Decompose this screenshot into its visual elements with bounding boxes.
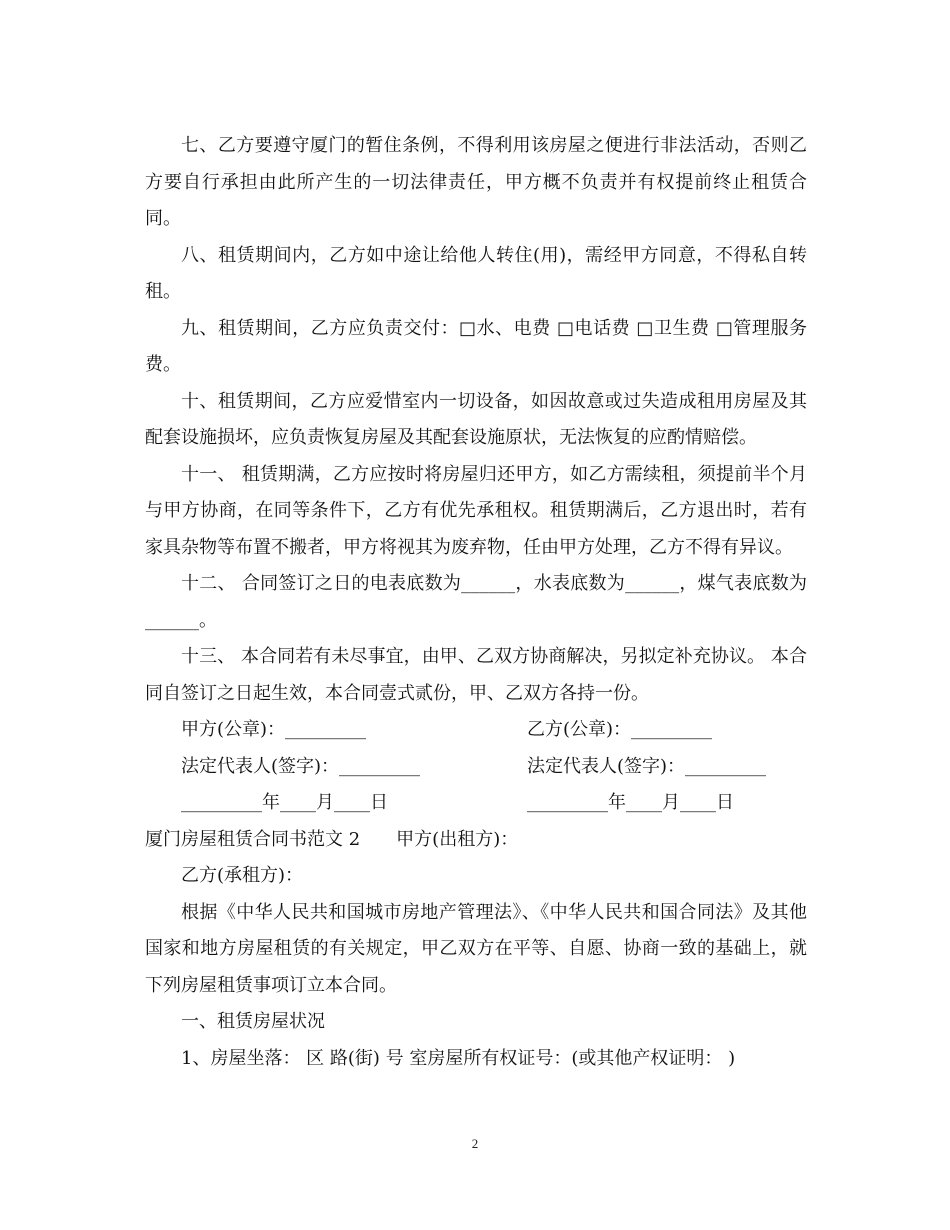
preamble: 根据《中华人民共和国城市房地产管理法》、《中华人民共和国合同法》及其他国家和地方房屋租赁的有关规定，甲乙双方在平等、自愿、协商一致的基础上，就下列房屋租赁事项订立本合同。 (145, 901, 807, 996)
lessee-line: 乙方(承租方)： (181, 865, 304, 886)
party-b-date: _________年____月____日 (527, 792, 734, 813)
section-heading: 一、租赁房屋状况 (181, 1011, 325, 1032)
clause-10: 十、租赁期间，乙方应爱惜室内一切设备，如因故意或过失造成租用房屋及其配套设施损坏，应负责恢复房屋及其配套设施原状，无法恢复的应酌情赔偿。 (145, 390, 807, 448)
clause-12: 十二、 合同签订之日的电表底数为______，水表底数为______，煤气表底数为______。 (145, 573, 807, 631)
clause-8: 八、租赁期间内，乙方如中途让给他人转住(用)，需经甲方同意，不得私自转租。 (145, 244, 807, 302)
party-a-seal: 甲方(公章)：_________ (181, 719, 367, 740)
clause-9: 九、租赁期间，乙方应负责交付：□水、电费 □电话费 □卫生费 □管理服务费。 (145, 317, 807, 375)
signature-seal-row (145, 712, 807, 749)
clause-13: 十三、 本合同若有未尽事宜，由甲、乙双方协商解决，另拟定补充协议。 本合同自签订之日起生效，本合同壹式贰份，甲、乙双方各持一份。 (145, 646, 807, 704)
party-b-seal: 乙方(公章)：_________ (527, 719, 713, 740)
property-location-item: 1、房屋坐落： 区 路(街) 号 室房屋所有权证号：(或其他产权证明： ) (181, 1047, 736, 1069)
page-number: 2 (471, 1136, 479, 1151)
party-a-representative: 法定代表人(签字)：_________ (181, 755, 421, 777)
clause-11: 十一、 租赁期满，乙方应按时将房屋归还甲方，如乙方需续租，须提前半个月与甲方协商，在同等条件下，乙方有优先承租权。租赁期满后，乙方退出时，若有家具杂物等布置不搬者，甲方将视其为废弃物，任由甲方处理，乙方不得有异议。 (145, 463, 807, 558)
clause-7: 七、乙方要遵守厦门的暂住条例，不得利用该房屋之便进行非法活动，否则乙方要自行承担由此所产生的一切法律责任，甲方概不负责并有权提前终止租赁合同。 (145, 135, 807, 229)
document-body (145, 128, 807, 1077)
party-a-date: _________年____月____日 (181, 792, 388, 813)
signature-rep-row (145, 749, 807, 786)
signature-date-row (145, 785, 807, 822)
party-b-representative: 法定代表人(签字)：_________ (527, 755, 767, 777)
second-contract-title: 厦门房屋租赁合同书范文 2 甲方(出租方)： (145, 828, 519, 850)
